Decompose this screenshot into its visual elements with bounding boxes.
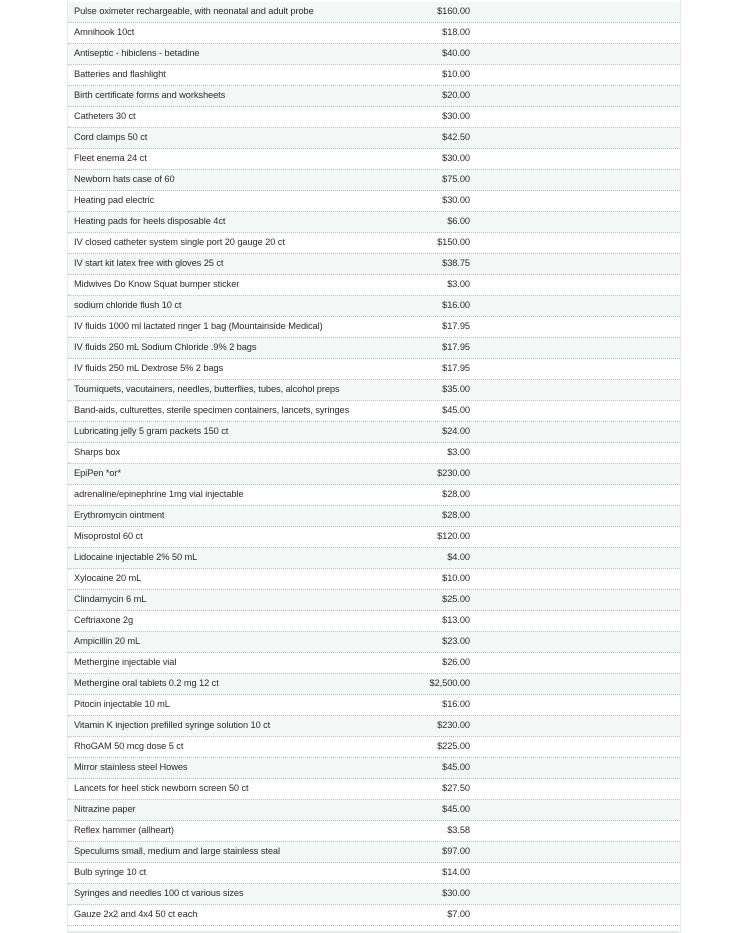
table-row bbox=[68, 821, 680, 842]
item-price: $97.00 bbox=[442, 846, 470, 856]
table-row bbox=[68, 653, 680, 674]
item-name: Mirror stainless steel Howes bbox=[74, 762, 188, 772]
table-row bbox=[68, 170, 680, 191]
table-row bbox=[68, 359, 680, 380]
table-row bbox=[68, 275, 680, 296]
table-row bbox=[68, 548, 680, 569]
item-price: $3.58 bbox=[447, 825, 470, 835]
item-name: Gauze 2x2 and 4x4 50 ct each bbox=[74, 909, 198, 919]
table-row bbox=[68, 65, 680, 86]
item-name: Xylocaine 20 mL bbox=[74, 573, 142, 583]
item-price: $27.50 bbox=[442, 783, 470, 793]
item-price: $17.95 bbox=[442, 342, 470, 352]
item-name: Ampicillin 20 mL bbox=[74, 636, 141, 646]
table-row bbox=[68, 632, 680, 653]
item-price: $35.00 bbox=[442, 384, 470, 394]
table-row bbox=[68, 590, 680, 611]
table-row bbox=[68, 86, 680, 107]
item-name: Erythromycin ointment bbox=[74, 510, 165, 520]
table-row bbox=[68, 149, 680, 170]
item-price: $150.00 bbox=[437, 237, 470, 247]
table-row bbox=[68, 779, 680, 800]
item-name: Sharps box bbox=[74, 447, 121, 457]
table-row bbox=[68, 107, 680, 128]
table-row bbox=[68, 695, 680, 716]
item-name: IV fluids 250 mL Sodium Chloride .9% 2 bags bbox=[74, 342, 257, 352]
item-name: Speculums small, medium and large stainless steal bbox=[74, 846, 280, 856]
item-name: Methergine injectable vial bbox=[74, 657, 177, 667]
table-row bbox=[68, 506, 680, 527]
item-name: Bulb syringe 10 ct bbox=[74, 867, 147, 877]
table-row bbox=[68, 380, 680, 401]
item-name: Tourniquets, vacutainers, needles, butterflies, tubes, alcohol preps bbox=[74, 384, 340, 394]
item-price: $25.00 bbox=[442, 594, 470, 604]
item-price: $160.00 bbox=[437, 6, 470, 16]
table-row bbox=[68, 737, 680, 758]
supply-price-table bbox=[67, 0, 681, 933]
table-row bbox=[68, 611, 680, 632]
item-price: $18.00 bbox=[442, 27, 470, 37]
item-name: Reflex hammer (allheart) bbox=[74, 825, 174, 835]
table-row bbox=[68, 23, 680, 44]
table-row bbox=[68, 128, 680, 149]
table-row bbox=[68, 233, 680, 254]
item-name: IV closed catheter system single port 20 gauge 20 ct bbox=[74, 237, 285, 247]
item-price: $120.00 bbox=[437, 531, 470, 541]
item-name: Antiseptic - hibiclens - betadine bbox=[74, 48, 200, 58]
item-name: EpiPen *or* bbox=[74, 468, 121, 478]
item-price: $24.00 bbox=[442, 426, 470, 436]
item-price: $30.00 bbox=[442, 195, 470, 205]
item-price: $16.00 bbox=[442, 699, 470, 709]
item-name: Methergine oral tablets 0.2 mg 12 ct bbox=[74, 678, 219, 688]
table-row bbox=[68, 191, 680, 212]
item-name: adrenaline/epinephrine 1mg vial injectable bbox=[74, 489, 244, 499]
item-name: Lubricating jelly 5 gram packets 150 ct bbox=[74, 426, 229, 436]
table-row bbox=[68, 317, 680, 338]
item-name: Batteries and flashlight bbox=[74, 69, 166, 79]
item-price: $40.00 bbox=[442, 48, 470, 58]
table-row bbox=[68, 569, 680, 590]
item-name: IV start kit latex free with gloves 25 ct bbox=[74, 258, 224, 268]
item-price: $45.00 bbox=[442, 804, 470, 814]
item-name: Vitamin K injection prefilled syringe solution 10 ct bbox=[74, 720, 271, 730]
item-price: $4.00 bbox=[447, 552, 470, 562]
item-price: $7.00 bbox=[447, 909, 470, 919]
item-name: Syringes and needles 100 ct various sizes bbox=[74, 888, 244, 898]
item-name: RhoGAM 50 mcg dose 5 ct bbox=[74, 741, 184, 751]
item-price: $30.00 bbox=[442, 111, 470, 121]
item-name: Cord clamps 50 ct bbox=[74, 132, 148, 142]
item-price: $14.00 bbox=[442, 867, 470, 877]
item-name: Band-aids, culturettes, sterile specimen containers, lancets, syringes bbox=[74, 405, 350, 415]
item-price: $3.00 bbox=[447, 279, 470, 289]
item-price: $38.75 bbox=[442, 258, 470, 268]
table-row bbox=[68, 758, 680, 779]
item-name: Ceftriaxone 2g bbox=[74, 615, 134, 625]
item-price: $28.00 bbox=[442, 510, 470, 520]
item-name: Misoprostol 60 ct bbox=[74, 531, 143, 541]
table-row bbox=[68, 401, 680, 422]
table-row bbox=[68, 443, 680, 464]
item-name: Clindamycin 6 mL bbox=[74, 594, 147, 604]
table-row bbox=[68, 464, 680, 485]
item-price: $28.00 bbox=[442, 489, 470, 499]
table-row bbox=[68, 800, 680, 821]
table-row bbox=[68, 716, 680, 737]
table-row bbox=[68, 212, 680, 233]
item-name: Pitocin injectable 10 mL bbox=[74, 699, 170, 709]
item-name: sodium chloride flush 10 ct bbox=[74, 300, 182, 310]
item-name: Lidocaine injectable 2% 50 mL bbox=[74, 552, 198, 562]
table-row bbox=[68, 338, 680, 359]
item-price: $225.00 bbox=[437, 741, 470, 751]
item-name: Pulse oximeter rechargeable, with neonatal and adult probe bbox=[74, 6, 314, 16]
table-row bbox=[68, 884, 680, 905]
item-price: $3.00 bbox=[447, 447, 470, 457]
table-row bbox=[68, 422, 680, 443]
table-row bbox=[68, 44, 680, 65]
table-row bbox=[68, 296, 680, 317]
item-price: $2,500.00 bbox=[429, 678, 470, 688]
table-row bbox=[68, 254, 680, 275]
table-row bbox=[68, 485, 680, 506]
item-price: $20.00 bbox=[442, 90, 470, 100]
item-name: Birth certificate forms and worksheets bbox=[74, 90, 226, 100]
item-name: Lancets for heel stick newborn screen 50 ct bbox=[74, 783, 249, 793]
table-row bbox=[68, 527, 680, 548]
item-name: Fleet enema 24 ct bbox=[74, 153, 147, 163]
item-price: $75.00 bbox=[442, 174, 470, 184]
item-name: Nitrazine paper bbox=[74, 804, 136, 814]
item-name: Catheters 30 ct bbox=[74, 111, 136, 121]
item-price: $23.00 bbox=[442, 636, 470, 646]
item-price: $13.00 bbox=[442, 615, 470, 625]
table-row bbox=[68, 905, 680, 926]
item-name: Heating pad electric bbox=[74, 195, 155, 205]
item-price: $30.00 bbox=[442, 153, 470, 163]
table-row bbox=[68, 863, 680, 884]
table-row bbox=[68, 2, 680, 23]
item-name: IV fluids 1000 ml lactated ringer 1 bag (Mountainside Medical) bbox=[74, 321, 323, 331]
item-name: Newborn hats case of 60 bbox=[74, 174, 175, 184]
item-price: $17.95 bbox=[442, 321, 470, 331]
item-price: $6.00 bbox=[447, 216, 470, 226]
item-price: $45.00 bbox=[442, 405, 470, 415]
item-price: $16.00 bbox=[442, 300, 470, 310]
item-price: $10.00 bbox=[442, 573, 470, 583]
item-name: IV fluids 250 mL Dextrose 5% 2 bags bbox=[74, 363, 224, 373]
item-price: $42.50 bbox=[442, 132, 470, 142]
item-name: Heating pads for heels disposable 4ct bbox=[74, 216, 226, 226]
item-price: $26.00 bbox=[442, 657, 470, 667]
item-price: $10.00 bbox=[442, 69, 470, 79]
item-name: Amnihook 10ct bbox=[74, 27, 135, 37]
item-price: $230.00 bbox=[437, 468, 470, 478]
item-price: $45.00 bbox=[442, 762, 470, 772]
table-row bbox=[68, 674, 680, 695]
item-price: $30.00 bbox=[442, 888, 470, 898]
item-price: $17.95 bbox=[442, 363, 470, 373]
item-price: $230.00 bbox=[437, 720, 470, 730]
item-name: Midwives Do Know Squat bumper sticker bbox=[74, 279, 240, 289]
table-row bbox=[68, 842, 680, 863]
